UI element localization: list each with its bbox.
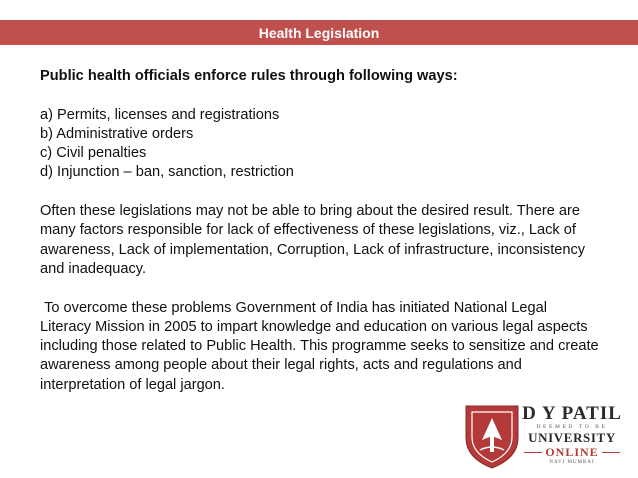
slide-content	[40, 67, 603, 395]
logo-online: ONLINE	[545, 445, 599, 459]
slide-title: Health Legislation	[258, 24, 380, 41]
way-item: d) Injunction – ban, sanction, restriction	[40, 164, 294, 181]
way-item: c) Civil penalties	[40, 145, 147, 162]
paragraph-effectiveness: Often these legislations may not be able to bring about the desired result. There are many factors responsible for lack of effectiveness of these legislations, viz., Lack of awareness, Lack of implementation, Corruption, Lack of infrastructure, inconsistency and inadequacy.	[40, 203, 586, 277]
way-item: b) Administrative orders	[40, 125, 194, 142]
paragraph-literacy-mission: To overcome these problems Government of India has initiated National Legal Literacy Mission in 2005 to impart knowledge and education on various legal aspects including those related to Public Health. This programme seeks to sensitize and create awareness among people about their legal rights, acts and regulations and interpretation of legal jargon.	[40, 299, 603, 393]
logo-university: UNIVERSITY	[528, 430, 616, 445]
slide-title-bar	[0, 20, 638, 45]
logo-location: NAVI MUMBAI	[549, 460, 595, 465]
logo-deemed: DEEMED TO BE	[536, 424, 608, 430]
university-logo	[522, 404, 622, 466]
section-heading: Public health officials enforce rules through following ways:	[40, 68, 458, 84]
way-item: a) Permits, licenses and registrations	[40, 106, 280, 123]
logo-name: D Y PATIL	[522, 403, 622, 424]
